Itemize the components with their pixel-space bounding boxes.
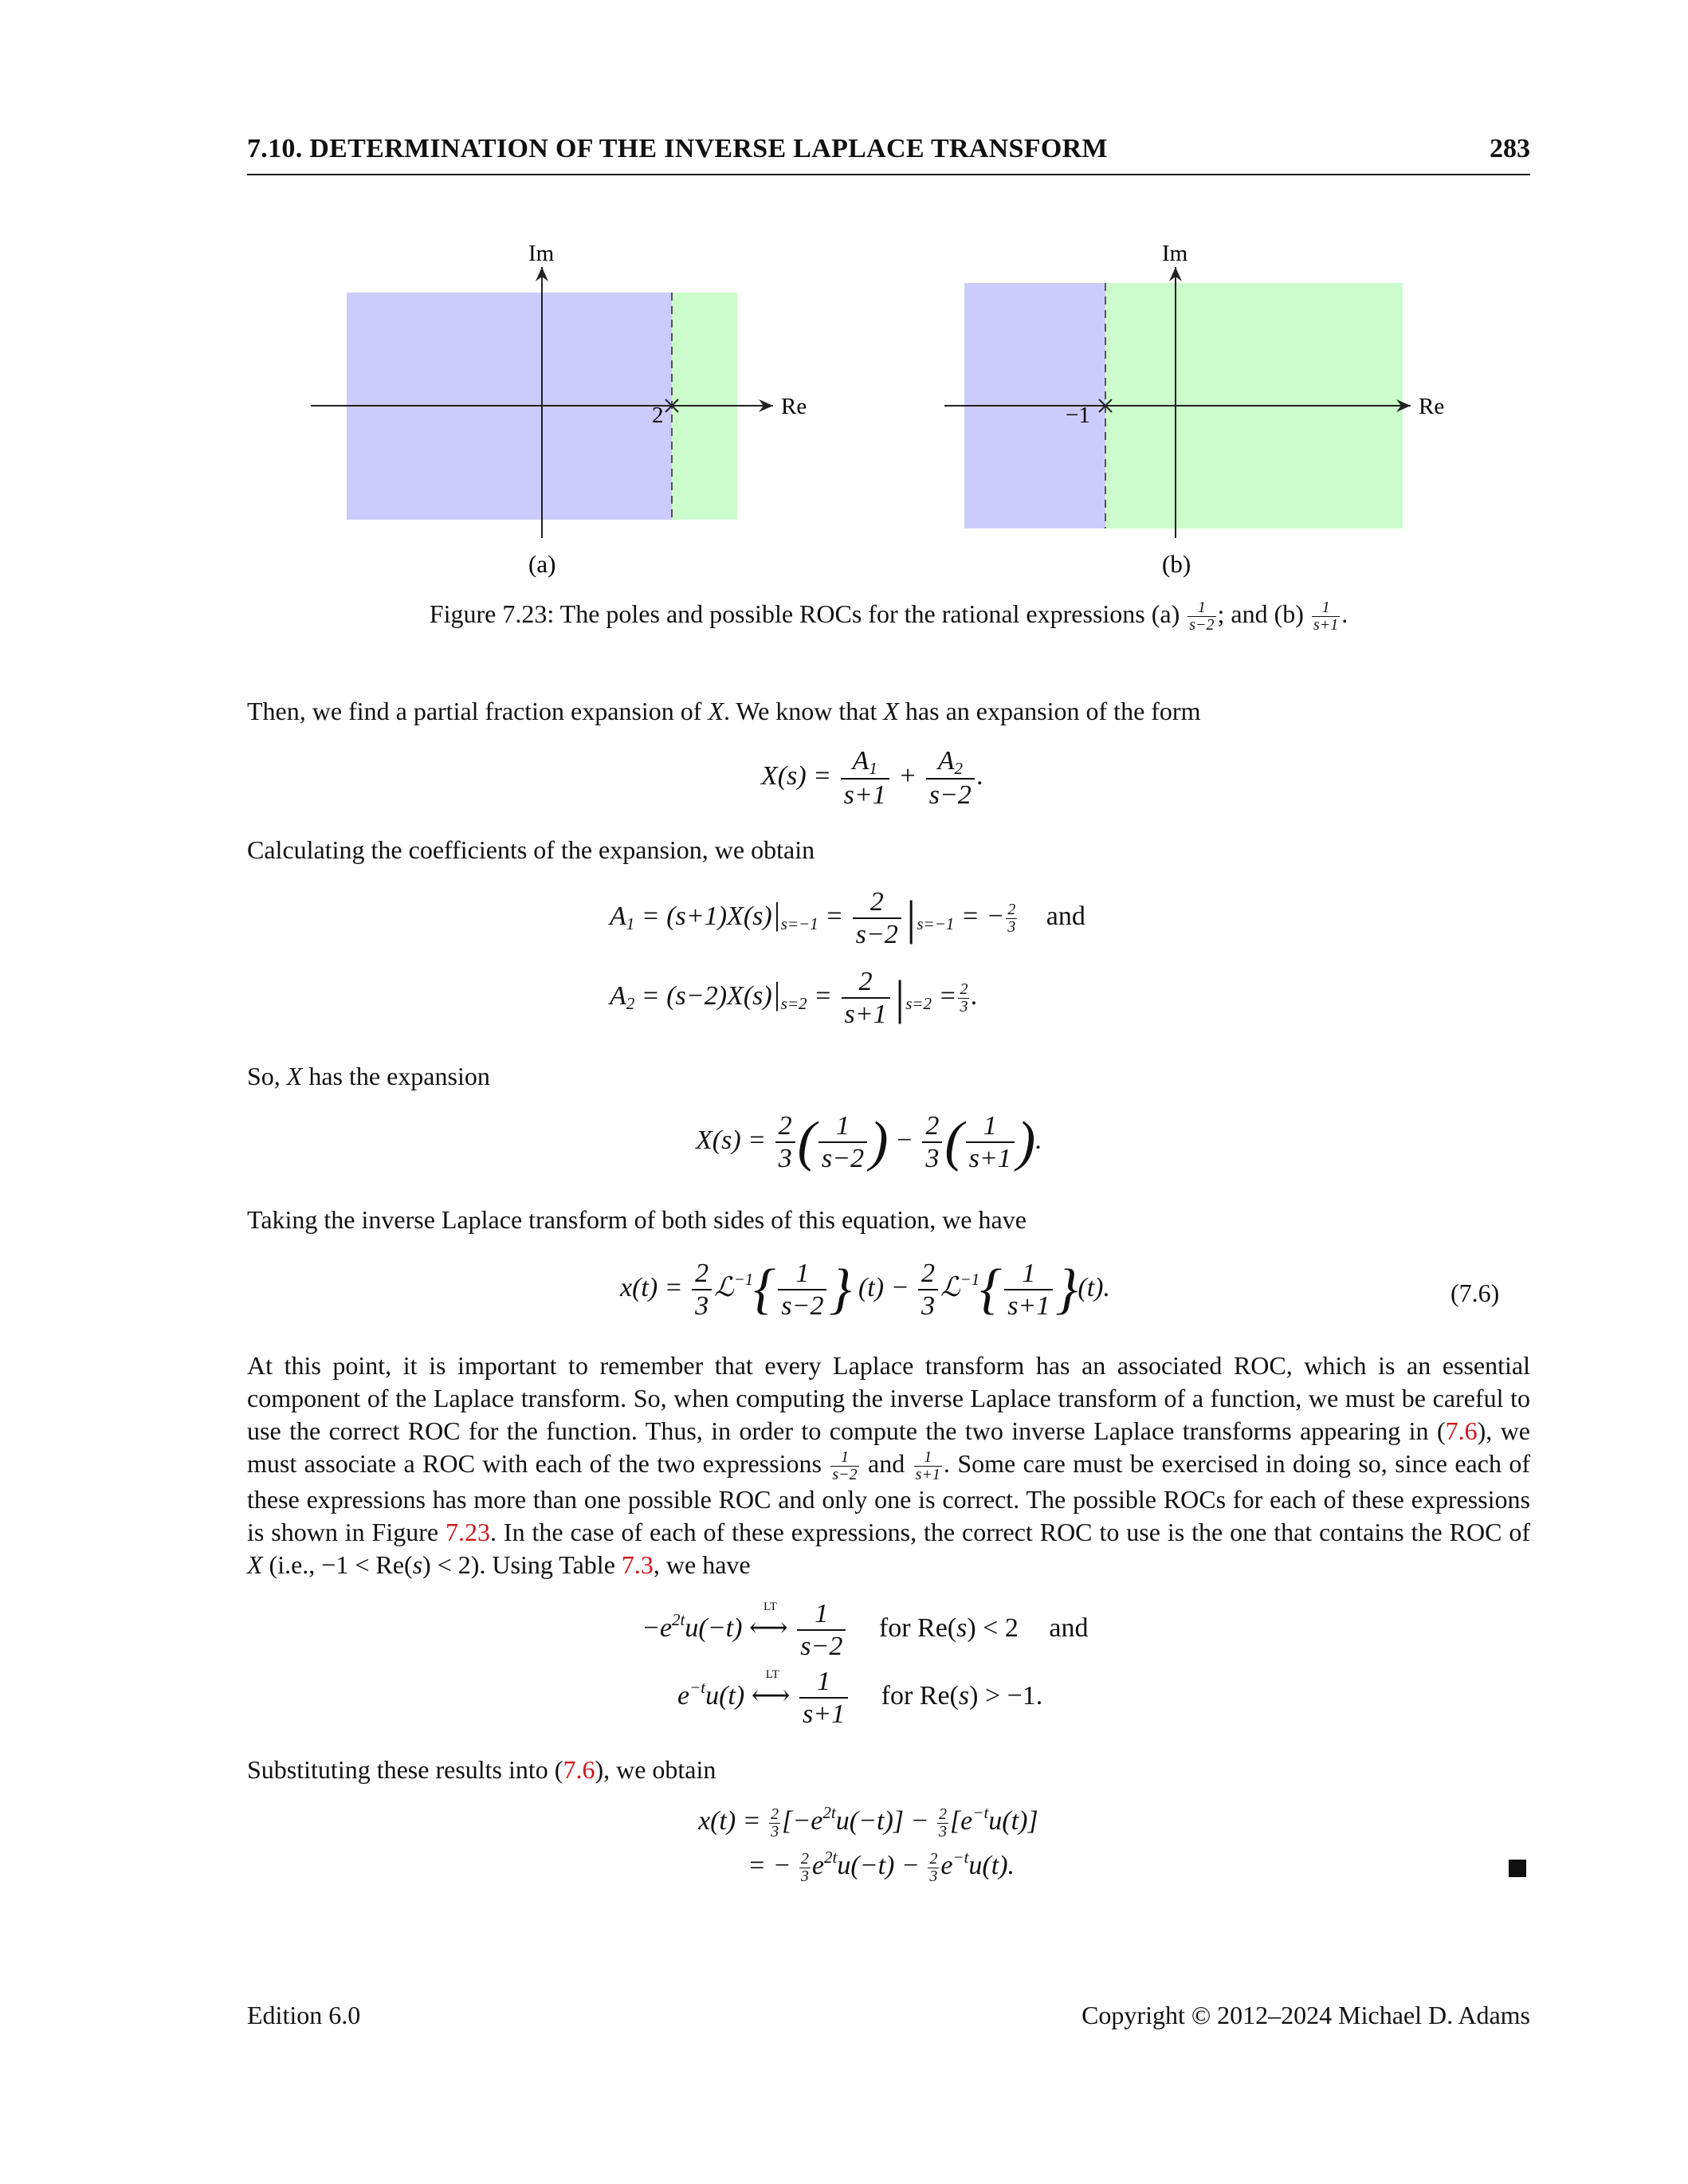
equation-7-6: x(t) = $\frac{2}{3}$ ℒ$^{-1}${ $\frac{1}{s-2}$ } (t) − $\frac{2}{3}$ ℒ$^{-1}${ $\frac{1}{s+1}$ }(t). — [620, 1259, 1110, 1322]
end-of-proof-square — [1509, 1860, 1526, 1877]
im-label-b: Im — [1162, 241, 1188, 266]
figure-ref-link[interactable]: 7.23 — [446, 1518, 490, 1547]
equation-coefficient-a2: $A_2 = (s-2)X(s)|_{s=2}$ = $\frac{2}{s+1}$ $|_{s=2}$ = $\frac{2}{3}$ . — [610, 967, 978, 1030]
re-label-b: Re — [1419, 394, 1445, 419]
equation-transform-pair-2: $e^{-t}u(t)$ LT ⟷ $\frac{1}{s+1}$ for Re(s) > −1. — [677, 1667, 1043, 1730]
im-label-a: Im — [528, 241, 555, 266]
roc-figure — [295, 235, 1498, 586]
equation-coefficient-a1: $A_1 = (s+1)X(s)|_{s=-1}$ = $\frac{2}{s-2}$ $|_{s=-1}$ = − $\frac{2}{3}$ and — [610, 887, 1085, 950]
panel-label-b: (b) — [1162, 550, 1191, 578]
equation-ref-link-2[interactable]: 7.6 — [563, 1755, 595, 1784]
paragraph-5: At this point, it is important to remember that every Laplace transform has an associated ROC, which is an essential component of the Laplace transform. So, when computing the inverse Laplace transform of a function, we must be careful to use the correct ROC for the function. Thus, in order to compute the two inverse Laplace transforms appearing in (7.6), we must associate a ROC with each of the two expressions $\frac{1}{s-2}$ and $\frac{1}{s+1}$ . Some care must be exercised in doing so, since each of these expressions has more than one possible ROC and only one is correct. The possible ROCs for each of these expressions is shown in Figure 7.23. In the case of each of these expressions, the correct ROC to use is the one that contains the ROC of X (i.e., −1 < Re(s) < 2). Using Table 7.3, we have — [247, 1351, 1531, 1580]
caption-fraction-a: $\frac{1}{s-2}$ — [1189, 599, 1215, 634]
footer-copyright: Copyright © 2012–2024 Michael D. Adams — [1081, 2001, 1530, 2029]
paragraph-3: So, X has the expansion — [247, 1062, 490, 1090]
table-ref-link[interactable]: 7.3 — [621, 1550, 654, 1580]
equation-ref-link[interactable]: 7.6 — [1445, 1416, 1478, 1445]
pole-label-a: 2 — [652, 403, 664, 428]
paragraph-2: Calculating the coefficients of the expansion, we obtain — [247, 835, 815, 864]
running-header — [247, 134, 1530, 175]
figure-panel-a — [311, 241, 807, 578]
footer-edition: Edition 6.0 — [247, 2001, 361, 2029]
equation-number: (7.6) — [1451, 1279, 1500, 1307]
paragraph-6: Substituting these results into (7.6), we obtain — [247, 1755, 716, 1784]
re-label-a: Re — [781, 394, 807, 419]
paragraph-1: Then, we find a partial fraction expansion of X. We know that X has an expansion of the form — [247, 697, 1201, 725]
equation-transform-pair-1: $-e^{2t}u(-t)$ LT ⟷ $\frac{1}{s-2}$ for Re(s) < 2 and — [642, 1599, 1089, 1662]
figure-caption: Figure 7.23: The poles and possible ROCs for the rational expressions (a) $\frac{1}{s-2}$ ; and (b) $\frac{1}{s+1}$ . — [429, 599, 1348, 634]
paragraph-4: Taking the inverse Laplace transform of both sides of this equation, we have — [247, 1205, 1027, 1234]
figure-panel-b — [944, 241, 1444, 578]
section-title: 7.10. DETERMINATION OF THE INVERSE LAPLACE TRANSFORM — [247, 134, 1108, 163]
equation-final-row-2: = − $\frac{2}{3}$ $e^{2t}u(-t)$ − $\frac{2}{3}$ $e^{-t}u(t)$. — [748, 1848, 1015, 1885]
pole-label-b: −1 — [1066, 403, 1090, 428]
panel-label-a: (a) — [528, 550, 556, 578]
equation-final-row-1: x(t) = $\frac{2}{3}$ $[-e^{2t}u(-t)]$ − $\frac{2}{3}$ $[e^{-t}u(t)]$ — [698, 1803, 1038, 1840]
page-number: 283 — [1490, 134, 1530, 163]
equation-expansion-result: X(s) = $\frac{2}{3}$ ( $\frac{1}{s-2}$ ) − $\frac{2}{3}$ ( $\frac{1}{s+1}$ ). — [696, 1111, 1042, 1174]
caption-fraction-b: $\frac{1}{s+1}$ — [1313, 599, 1339, 634]
equation-expansion-form: X(s) = $\frac{A_1}{s+1}$ + $\frac{A_2}{s-2}$ . — [761, 746, 984, 811]
